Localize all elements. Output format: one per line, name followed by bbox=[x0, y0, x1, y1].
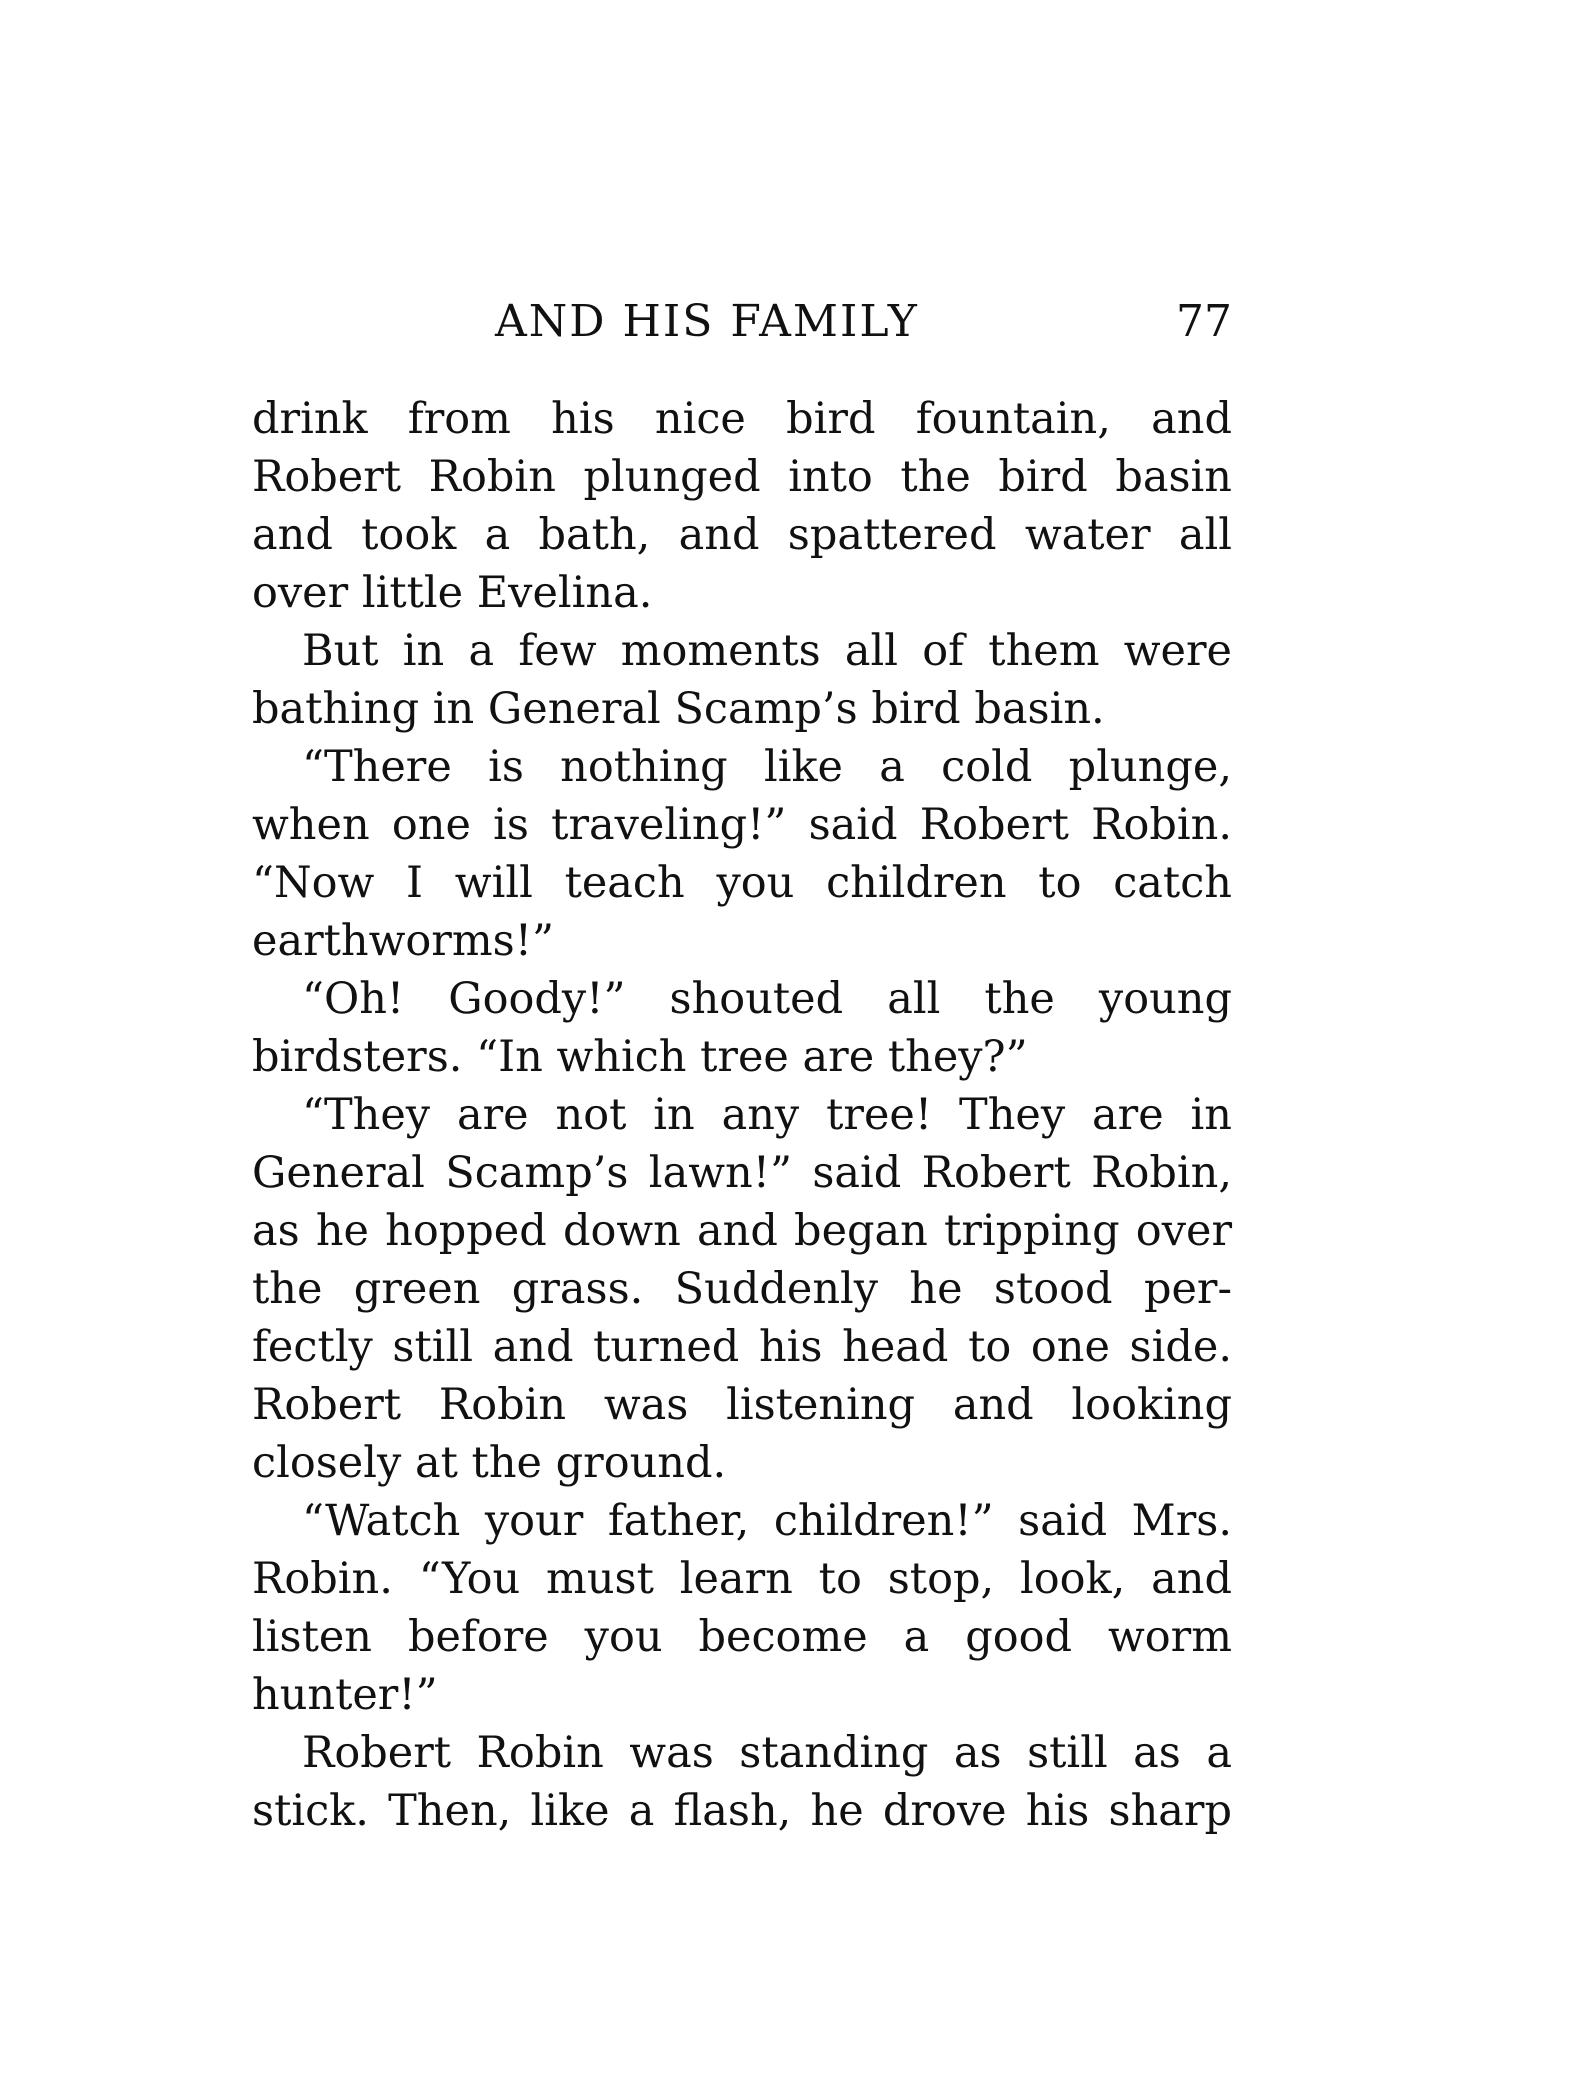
text-line: “There is nothing like a cold plunge, bbox=[302, 742, 1232, 792]
text-line: listen before you become a good worm bbox=[252, 1612, 1232, 1662]
text-line: “Oh! Goody!” shouted all the young bbox=[302, 974, 1232, 1024]
text-line: the green grass. Suddenly he stood per- bbox=[252, 1264, 1232, 1314]
text-line: “They are not in any tree! They are in bbox=[302, 1090, 1232, 1140]
text-line: stick. Then, like a flash, he drove his sharp bbox=[252, 1786, 1232, 1836]
running-head bbox=[252, 292, 1232, 352]
text-line: But in a few moments all of them were bbox=[302, 626, 1232, 676]
running-title: AND HIS FAMILY bbox=[495, 296, 919, 347]
text-line: hunter!” bbox=[252, 1670, 438, 1720]
text-line: closely at the ground. bbox=[252, 1438, 727, 1488]
text-line: Robert Robin plunged into the bird basin bbox=[252, 452, 1232, 502]
text-line: “Now I will teach you children to catch bbox=[252, 858, 1232, 908]
text-line: and took a bath, and spattered water all bbox=[252, 510, 1232, 560]
text-line: birdsters. “In which tree are they?” bbox=[252, 1032, 1028, 1082]
text-line: over little Evelina. bbox=[252, 568, 653, 618]
text-line: fectly still and turned his head to one side. bbox=[252, 1322, 1232, 1372]
text-line: General Scamp’s lawn!” said Robert Robin, bbox=[252, 1148, 1232, 1198]
page-number: 77 bbox=[1176, 296, 1232, 347]
text-line: when one is traveling!” said Robert Robin. bbox=[252, 800, 1232, 850]
text-line: Robert Robin was listening and looking bbox=[252, 1380, 1232, 1430]
text-line: Robert Robin was standing as still as a bbox=[302, 1728, 1232, 1778]
text-line: drink from his nice bird fountain, and bbox=[252, 394, 1232, 444]
text-line: “Watch your father, children!” said Mrs. bbox=[302, 1496, 1232, 1546]
text-line: as he hopped down and began tripping over bbox=[252, 1206, 1232, 1256]
text-line: earthworms!” bbox=[252, 916, 554, 966]
text-line: bathing in General Scamp’s bird basin. bbox=[252, 684, 1105, 734]
text-line: Robin. “You must learn to stop, look, and bbox=[252, 1554, 1232, 1604]
